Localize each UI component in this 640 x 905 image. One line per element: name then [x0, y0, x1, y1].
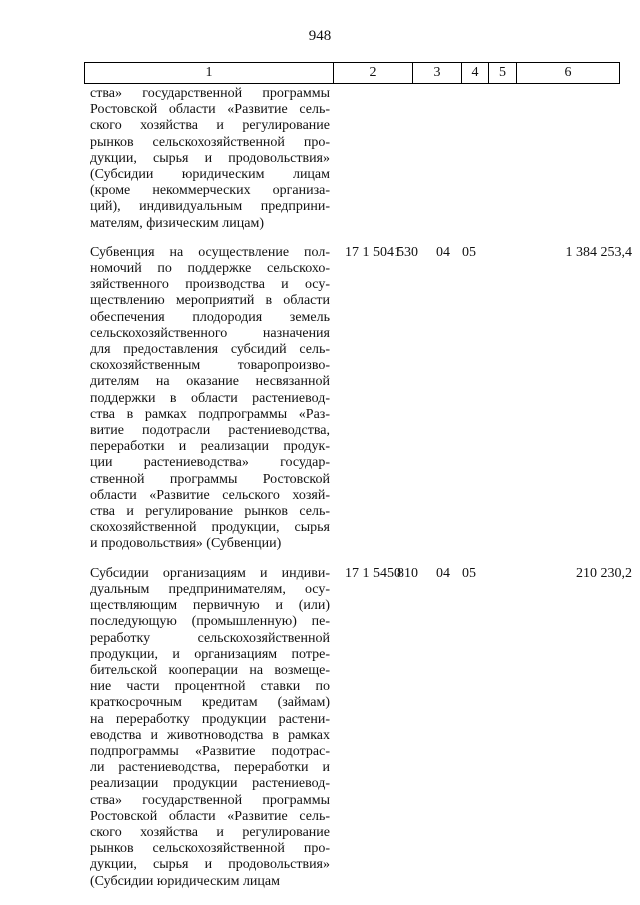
description-line: мателям, физическим лицам) [90, 215, 264, 231]
header-col-6: 6 [517, 63, 620, 84]
description-line: Субсидии организациям и индиви- [90, 565, 330, 581]
description-line: сельскохозяйственного назначения [90, 325, 330, 341]
row-gap [90, 232, 635, 245]
description-line: подпрограммы «Развитие подотрас- [90, 743, 330, 759]
description-line: скохозяйственной продукции, сырья [90, 520, 330, 536]
description-line: бительской кооперации на возмеще- [90, 662, 330, 678]
row-gap [90, 553, 635, 566]
description-line: и продовольствия» (Субвенции) [90, 536, 282, 552]
row-amount: 210 230,2 [576, 565, 632, 581]
description-line: дителям на оказание несвязанной [90, 374, 330, 390]
header-col-3: 3 [413, 63, 462, 84]
table-row [90, 86, 635, 232]
description-line: скохозяйственным товаропроизво- [90, 358, 330, 374]
description-line: (Субсидии юридическим лицам [90, 167, 330, 183]
description-line: ли растениеводства, переработки и [90, 760, 330, 776]
description-line: ского хозяйства и регулирование [90, 118, 330, 134]
row-subsection: 05 [462, 244, 476, 260]
description-line: на переработку продукции растени- [90, 711, 330, 727]
description-line: реализации продукции растениевод- [90, 776, 330, 792]
description-line: продукции, и организациям потре- [90, 646, 330, 662]
description-line: для предоставления субсидий сель- [90, 342, 330, 358]
description-line: ства и регулирование рынков сель- [90, 504, 330, 520]
row-description [90, 566, 330, 890]
row-amount: 1 384 253,4 [565, 244, 632, 260]
description-line: ществляющим первичную и (или) [90, 598, 330, 614]
description-line: реработку сельскохозяйственной [90, 630, 330, 646]
description-line: (кроме некоммерческих организа- [90, 183, 330, 199]
description-line: ций), индивидуальным предприни- [90, 199, 330, 215]
row-expense-type: 530 [397, 244, 418, 260]
description-line: Субвенция на осуществление пол- [90, 244, 330, 260]
row-section: 04 [436, 565, 450, 581]
description-line: ществлению мероприятий в области [90, 293, 330, 309]
header-col-2: 2 [334, 63, 413, 84]
table-row [90, 245, 635, 553]
description-line: последующую (промышленную) пе- [90, 614, 330, 630]
row-subsection: 05 [462, 565, 476, 581]
header-col-5: 5 [489, 63, 517, 84]
table-row [90, 566, 635, 890]
row-code: 17 1 5450 [345, 565, 401, 581]
row-expense-type: 810 [397, 565, 418, 581]
description-line: зяйственного производства и осу- [90, 277, 330, 293]
description-line: поддержки в области растениевод- [90, 390, 330, 406]
row-code: 17 1 5041 [345, 244, 401, 260]
table-header [84, 62, 620, 84]
description-line: витие подотрасли растениеводства, [90, 423, 330, 439]
header-col-4: 4 [462, 63, 489, 84]
description-line: дукции, сырья и продовольствия» [90, 150, 330, 166]
description-line: краткосрочным кредитам (займам) [90, 695, 330, 711]
description-line: Ростовской области «Развитие сель- [90, 808, 330, 824]
description-line: рынков сельскохозяйственной про- [90, 134, 330, 150]
description-line: (Субсидии юридическим лицам [90, 873, 280, 889]
description-line: номочий по поддержке сельскохо- [90, 261, 330, 277]
row-description [90, 86, 330, 232]
page-number: 948 [308, 28, 332, 44]
description-line: ственной программы Ростовской [90, 471, 330, 487]
description-line: ства» государственной программы [90, 792, 330, 808]
header-col-1: 1 [85, 63, 334, 84]
description-line: еводства и животноводства в рамках [90, 727, 330, 743]
description-line: переработки и реализации продук- [90, 439, 330, 455]
table-body [90, 86, 635, 890]
row-description [90, 245, 330, 553]
description-line: дукции, сырья и продовольствия» [90, 857, 330, 873]
description-line: обеспечения плодородия земель [90, 309, 330, 325]
description-line: Ростовской области «Развитие сель- [90, 102, 330, 118]
description-line: ства в рамках подпрограммы «Раз- [90, 406, 330, 422]
description-line: дуальным предпринимателям, осу- [90, 581, 330, 597]
row-section: 04 [436, 244, 450, 260]
description-line: ства» государственной программы [90, 86, 330, 101]
description-line: рынков сельскохозяйственной про- [90, 841, 330, 857]
description-line: ского хозяйства и регулирование [90, 824, 330, 840]
description-line: ции растениеводства» государ- [90, 455, 330, 471]
description-line: области «Развитие сельского хозяй- [90, 487, 330, 503]
description-line: ние части процентной ставки по [90, 679, 330, 695]
